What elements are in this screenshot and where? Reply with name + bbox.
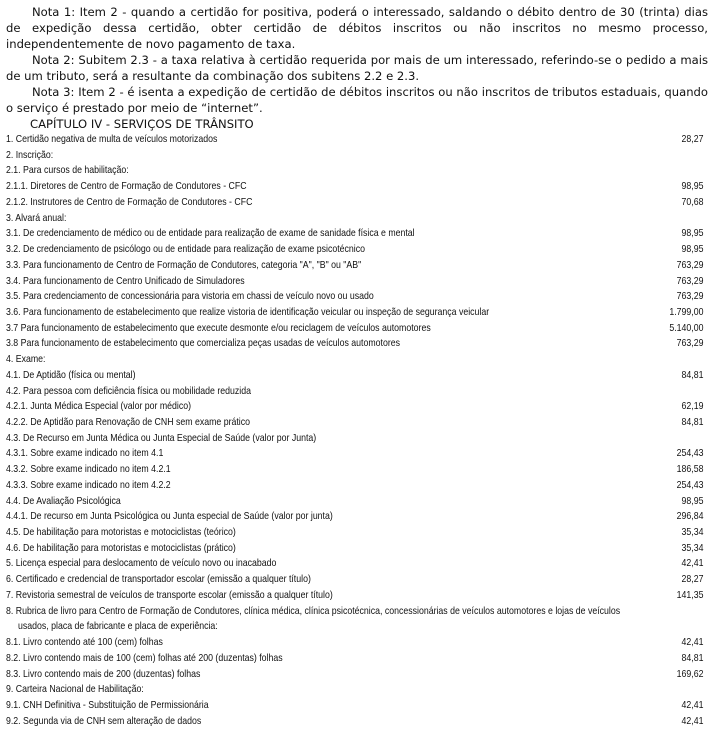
fee-row (6, 352, 606, 368)
fee-row (6, 384, 606, 400)
fee-label: 4.3.1. Sobre exame indicado no item 4.1 (6, 448, 164, 460)
fee-label: 3.8 Para funcionamento de estabelecimento que comercializa peças usadas de veículos automotores (6, 338, 401, 350)
fee-label: 4.4. De Avaliação Psicológica (6, 495, 121, 507)
fee-label: 2. Inscrição: (6, 149, 54, 161)
fee-label: 8.2. Livro contendo mais de 100 (cem) folhas até 200 (duzentas) folhas (6, 652, 283, 664)
fee-row (6, 446, 704, 462)
fee-row (6, 431, 606, 447)
fee-value: 35,34 (681, 527, 704, 538)
fee-value: 70,68 (681, 196, 704, 208)
fee-label: 3. Alvará anual: (6, 212, 67, 224)
fee-value: 5.140,00 (669, 322, 704, 334)
fee-label: 4. Exame: (6, 354, 46, 366)
fee-value: 763,29 (676, 275, 704, 287)
fee-row (6, 698, 704, 714)
fee-row (6, 274, 704, 290)
fee-value: 254,43 (676, 479, 704, 491)
fee-row (6, 321, 704, 337)
fee-label: 4.2. Para pessoa com deficiência física ou mobilidade reduzida (6, 385, 251, 397)
fee-value: 763,29 (676, 291, 704, 303)
fee-label: 3.2. De credenciamento de psicólogo ou de entidade para realização de exame psicotécnico (6, 244, 365, 255)
fee-row (6, 509, 704, 525)
fee-row (6, 132, 704, 148)
fee-label: 7. Revistoria semestral de veículos de transporte escolar (emissão a qualquer título) (6, 589, 333, 601)
fee-row (6, 211, 606, 227)
fee-row (6, 494, 704, 510)
fee-row (6, 336, 704, 352)
fee-value: 84,81 (681, 417, 704, 428)
fee-row (6, 399, 704, 415)
fee-value: 98,95 (681, 181, 704, 193)
fee-label: 4.2.2. De Aptidão para Renovação de CNH sem exame prático (6, 417, 250, 428)
fee-label: 8.1. Livro contendo até 100 (cem) folhas (6, 637, 163, 648)
fee-row (6, 556, 704, 572)
fee-row (6, 179, 704, 195)
fee-label: 3.1. De credenciamento de médico ou de entidade para realização de exame de sanidade física e mental (6, 228, 415, 240)
fee-label: 9.2. Segunda via de CNH sem alteração de dados (6, 715, 202, 727)
fee-row (6, 667, 704, 683)
fee-label: 4.1. De Aptidão (física ou mental) (6, 369, 136, 381)
fee-row (6, 604, 621, 635)
fee-row (6, 462, 704, 478)
fee-label: 2.1.2. Instrutores de Centro de Formação de Condutores - CFC (6, 196, 253, 208)
fee-label: 9.1. CNH Definitiva - Substituição de Permissionária (6, 699, 209, 711)
fee-label: 2.1. Para cursos de habilitação: (6, 165, 129, 177)
fee-row (6, 148, 606, 164)
fee-label: 4.3.2. Sobre exame indicado no item 4.2.1 (6, 464, 171, 476)
fee-value: 84,81 (681, 652, 704, 664)
fee-row (6, 478, 704, 494)
fee-label: 4.6. De habilitação para motoristas e motociclistas (prático) (6, 542, 236, 554)
fee-label: 1. Certidão negativa de multa de veículos motorizados (6, 134, 218, 145)
fee-row (6, 226, 704, 242)
fee-row (6, 415, 704, 431)
fee-label: 3.7 Para funcionamento de estabelecimento que execute desmonte e/ou reciclagem de veículos automotores (6, 322, 431, 334)
fee-row (6, 572, 704, 588)
fee-value: 98,95 (681, 495, 704, 507)
note-1: Nota 1: Item 2 - quando a certidão for positiva, poderá o interessado, saldando o débito dentro de 30 (trinta) dias de expedição dessa certidão, obter certidão de débitos inscritos ou não inscritos no mesmo processo, independentemente de novo pagamento de taxa. (6, 5, 708, 51)
fee-value: 254,43 (676, 448, 704, 460)
fee-value: 141,35 (676, 589, 704, 601)
fee-value: 42,41 (681, 715, 704, 727)
fee-row (6, 305, 704, 321)
fee-label: 8. Rubrica de livro para Centro de Formação de Condutores, clínica médica, clínica psicotécnica, concessionárias de veículos automotores e lojas de veículos usados, placa de fabricante e placa de experiência: (6, 605, 621, 633)
fee-label: 2.1.1. Diretores de Centro de Formação de Condutores - CFC (6, 181, 247, 193)
fee-value: 42,41 (681, 637, 704, 648)
fee-label: 5. Licença especial para deslocamento de veículo novo ou inacabado (6, 558, 277, 570)
fee-row (6, 289, 704, 305)
fee-label: 3.5. Para credenciamento de concessionária para vistoria em chassi de veículo novo ou usado (6, 291, 374, 303)
fee-value: 28,27 (681, 574, 704, 586)
fee-value: 186,58 (676, 464, 704, 476)
note-2: Nota 2: Subitem 2.3 - a taxa relativa à certidão requerida por mais de um interessado, referindo-se o pedido a mais de um tributo, será a resultante da combinação dos subitens 2.2 e 2.3. (6, 53, 708, 83)
fee-row (6, 195, 704, 211)
fee-value: 763,29 (676, 338, 704, 350)
fee-label: 9. Carteira Nacional de Habilitação: (6, 684, 144, 696)
chapter-title: CAPÍTULO IV - SERVIÇOS DE TRÂNSITO (30, 117, 254, 131)
fee-value: 35,34 (681, 542, 704, 554)
fee-value: 763,29 (676, 259, 704, 271)
fee-value: 98,95 (681, 228, 704, 240)
fee-row (6, 682, 606, 698)
fee-label: 6. Certificado e credencial de transportador escolar (emissão a qualquer título) (6, 574, 311, 586)
fee-row (6, 242, 704, 258)
fee-value: 296,84 (676, 511, 704, 523)
fee-value: 42,41 (681, 699, 704, 711)
fee-row (6, 525, 704, 541)
fee-label: 4.3. De Recurso em Junta Médica ou Junta Especial de Saúde (valor por Junta) (6, 432, 317, 444)
fee-label: 4.5. De habilitação para motoristas e motociclistas (teórico) (6, 527, 236, 538)
fee-label: 3.4. Para funcionamento de Centro Unificado de Simuladores (6, 275, 245, 287)
fee-value: 28,27 (681, 134, 704, 145)
fee-label: 3.6. Para funcionamento de estabelecimento que realize vistoria de identificação veicular ou inspeção de segurança veicular (6, 306, 490, 318)
fee-value: 42,41 (681, 558, 704, 570)
fee-row (6, 635, 704, 651)
fee-label: 4.2.1. Junta Médica Especial (valor por médico) (6, 401, 192, 413)
fee-row (6, 588, 704, 604)
fee-row (6, 163, 606, 179)
fee-value: 169,62 (676, 668, 704, 680)
fee-row (6, 651, 704, 667)
fee-label: 4.3.3. Sobre exame indicado no item 4.2.2 (6, 479, 171, 491)
note-3: Nota 3: Item 2 - é isenta a expedição de certidão de débitos inscritos ou não inscritos de tributos estaduais, quando o serviço é prestado por meio de “internet”. (6, 85, 708, 115)
fee-value: 1.799,00 (669, 306, 704, 318)
fee-value: 62,19 (681, 401, 704, 413)
fee-row (6, 541, 704, 557)
fee-value: 84,81 (681, 369, 704, 381)
fee-label: 4.4.1. De recurso em Junta Psicológica ou Junta especial de Saúde (valor por junta) (6, 511, 333, 523)
fee-label: 8.3. Livro contendo mais de 200 (duzentas) folhas (6, 668, 201, 680)
fee-row (6, 258, 704, 274)
fee-row (6, 714, 704, 730)
fee-row (6, 368, 704, 384)
fee-value: 98,95 (681, 244, 704, 255)
fee-label: 3.3. Para funcionamento de Centro de Formação de Condutores, categoria "A", "B" ou "AB" (6, 259, 362, 271)
